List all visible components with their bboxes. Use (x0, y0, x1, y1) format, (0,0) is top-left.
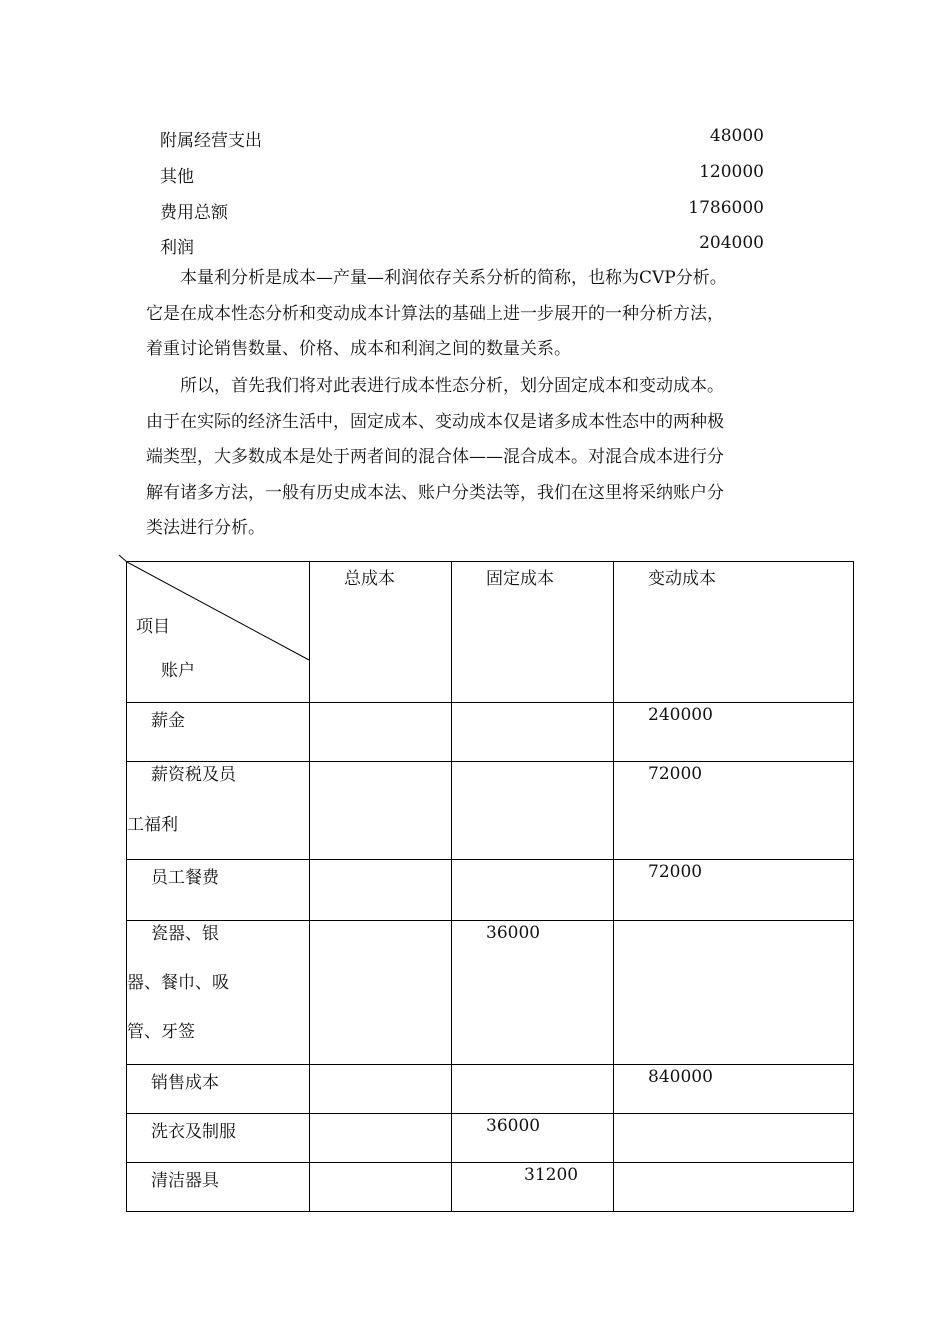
total-cost-cell (310, 921, 452, 1065)
fixed-cost-value: 36000 (486, 923, 541, 943)
fixed-cost-cell (452, 1114, 614, 1163)
variable-cost-value: 72000 (648, 862, 703, 882)
variable-cost-cell (614, 860, 854, 921)
variable-cost-cell (614, 703, 854, 762)
fixed-cost-value: 36000 (486, 1116, 541, 1136)
summary-row (160, 126, 764, 154)
item-name: 薪资税及员 (151, 765, 236, 785)
item-name: 清洁器具 (151, 1171, 219, 1191)
paragraph-line: 着重讨论销售数量、价格、成本和利润之间的数量关系。 (146, 339, 571, 359)
fixed-cost-cell (452, 1065, 614, 1114)
summary-value: 204000 (699, 233, 764, 253)
summary-label: 利润 (160, 238, 194, 258)
header-total-cost: 总成本 (344, 569, 395, 589)
table-row (127, 860, 854, 921)
paragraph-line: 类法进行分析。 (146, 518, 265, 538)
paragraph-line: 由于在实际的经济生活中，固定成本、变动成本仅是诸多成本性态中的两种极 (146, 411, 724, 432)
item-cell (127, 703, 310, 762)
table-row (127, 1163, 854, 1212)
item-name: 薪金 (151, 711, 185, 731)
item-name: 洗衣及制服 (151, 1122, 236, 1142)
item-name: 管、牙签 (127, 1022, 195, 1042)
corner-header-cell (127, 562, 310, 703)
item-name: 瓷器、银 (151, 924, 219, 944)
item-name: 员工餐费 (151, 868, 219, 888)
summary-label: 附属经营支出 (160, 131, 262, 151)
variable-cost-cell (614, 921, 854, 1065)
summary-value: 1786000 (688, 198, 764, 218)
paragraph-line: 它是在成本性态分析和变动成本计算法的基础上进一步展开的一种分析方法， (146, 303, 724, 324)
item-cell (127, 921, 310, 1065)
total-cost-cell (310, 703, 452, 762)
paragraph-line: 端类型，大多数成本是处于两者间的混合体——混合成本。对混合成本进行分 (146, 447, 724, 467)
variable-cost-cell (614, 1065, 854, 1114)
variable-cost-cell (614, 1114, 854, 1163)
summary-label: 其他 (160, 167, 194, 187)
total-cost-cell (310, 1065, 452, 1114)
summary-row (160, 162, 764, 190)
item-cell (127, 1065, 310, 1114)
fixed-cost-cell (452, 921, 614, 1065)
summary-label: 费用总额 (160, 203, 228, 223)
fixed-cost-cell (452, 703, 614, 762)
header-cell (452, 562, 614, 703)
header-fixed-cost: 固定成本 (486, 569, 554, 589)
fixed-cost-cell (452, 762, 614, 860)
header-variable-cost: 变动成本 (648, 569, 716, 589)
paragraph-line: 所以，首先我们将对此表进行成本性态分析，划分固定成本和变动成本。 (180, 376, 724, 396)
item-cell (127, 1114, 310, 1163)
paragraph-cvp (146, 261, 806, 368)
item-cell (127, 762, 310, 860)
variable-cost-cell (614, 1163, 854, 1212)
table-row (127, 703, 854, 762)
summary-row (160, 233, 764, 261)
header-cell (614, 562, 854, 703)
table-header-row (127, 562, 854, 703)
summary-value: 120000 (699, 162, 764, 182)
table-row (127, 1065, 854, 1114)
total-cost-cell (310, 1163, 452, 1212)
table-row (127, 921, 854, 1065)
header-cell (310, 562, 452, 703)
variable-cost-value: 240000 (648, 705, 713, 725)
total-cost-cell (310, 1114, 452, 1163)
paragraph-line: 解有诸多方法，一般有历史成本法、账户分类法等，我们在这里将采纳账户分 (146, 482, 724, 503)
corner-label-account: 账户 (161, 661, 195, 681)
table-row (127, 1114, 854, 1163)
cost-classification-table (126, 561, 854, 1212)
corner-label-item: 项目 (136, 617, 170, 637)
summary-row (160, 198, 764, 226)
fixed-cost-cell (452, 860, 614, 921)
fixed-cost-cell (452, 1163, 614, 1212)
fixed-cost-value: 31200 (524, 1165, 579, 1185)
item-cell (127, 860, 310, 921)
item-name: 工福利 (127, 815, 178, 835)
table-row (127, 762, 854, 860)
total-cost-cell (310, 762, 452, 860)
variable-cost-cell (614, 762, 854, 860)
variable-cost-value: 840000 (648, 1067, 713, 1087)
item-name: 器、餐巾、吸 (127, 973, 229, 993)
item-cell (127, 1163, 310, 1212)
item-name: 销售成本 (151, 1073, 219, 1093)
summary-value: 48000 (709, 126, 764, 146)
paragraph-method (146, 369, 806, 547)
total-cost-cell (310, 860, 452, 921)
variable-cost-value: 72000 (648, 764, 703, 784)
paragraph-line: 本量利分析是成本—产量—利润依存关系分析的简称，也称为CVP分析。 (180, 268, 727, 288)
